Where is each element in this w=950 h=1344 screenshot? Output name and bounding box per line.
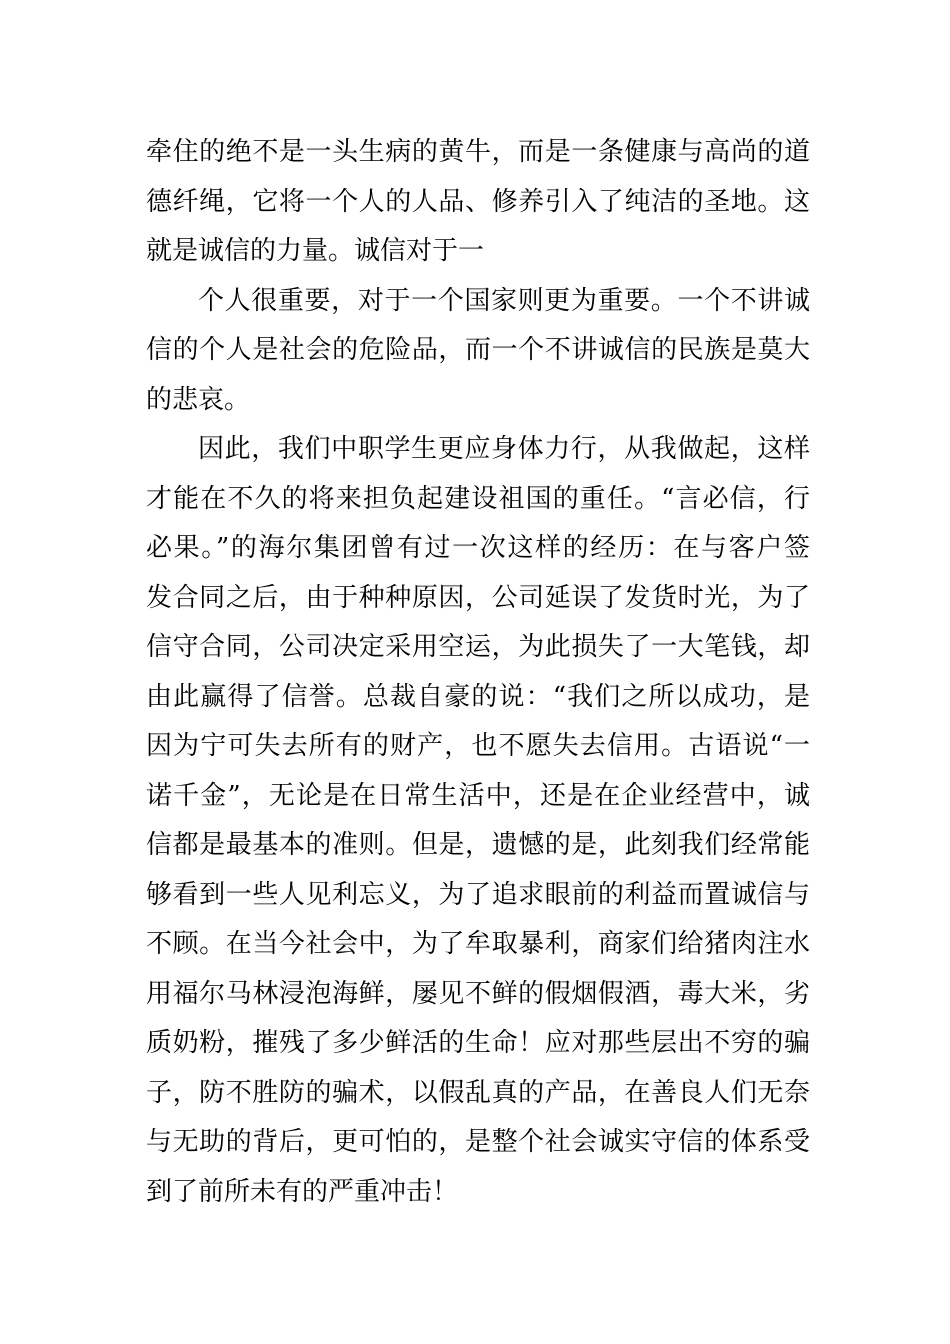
text-line: 因此，我们中职学生更应身体力行，从我做起，这样 [198, 434, 810, 464]
text-line: 不顾。在当今社会中，为了牟取暴利，商家们给猪肉注水 [146, 929, 810, 959]
text-line: 到了前所未有的严重冲击！ [146, 1176, 459, 1207]
paragraph-2 [146, 277, 810, 426]
text-line: 发合同之后，由于种种原因，公司延误了发货时光，为了 [146, 582, 810, 613]
text-line: 的悲哀。 [146, 384, 251, 415]
text-line: 就是诚信的力量。诚信对于一 [146, 236, 485, 266]
text-line: 必果。”的海尔集团曾有过一次这样的经历：在与客户签 [146, 533, 810, 563]
text-line: 诺千金”，无论是在日常生活中，还是在企业经营中，诚 [146, 780, 810, 811]
text-line: 因为宁可失去所有的财产，也不愿失去信用。古语说“一 [146, 731, 810, 761]
text-line: 由此赢得了信誉。总裁自豪的说：“我们之所以成功，是 [146, 681, 810, 712]
text-line: 够看到一些人见利忘义，为了追求眼前的利益而置诚信与 [146, 879, 810, 910]
text-line: 信的个人是社会的危险品，而一个不讲诚信的民族是莫大 [146, 335, 810, 365]
text-line: 才能在不久的将来担负起建设祖国的重任。“言必信，行 [146, 483, 810, 514]
text-line: 子，防不胜防的骗术，以假乱真的产品，在善良人们无奈 [146, 1077, 810, 1108]
paragraph-3 [146, 425, 810, 1217]
text-line: 与无助的背后，更可怕的，是整个社会诚实守信的体系受 [146, 1127, 810, 1157]
text-line: 信守合同，公司决定采用空运，为此损失了一大笔钱，却 [146, 632, 810, 662]
text-line: 用福尔马林浸泡海鲜，屡见不鲜的假烟假酒，毒大米，劣 [146, 978, 810, 1009]
paragraph-1 [146, 128, 810, 277]
text-line: 德纤绳，它将一个人的人品、修养引入了纯洁的圣地。这 [146, 186, 810, 217]
text-line: 牵住的绝不是一头生病的黄牛，而是一条健康与高尚的道 [146, 137, 810, 167]
document-body [146, 128, 810, 1217]
text-line: 质奶粉，摧残了多少鲜活的生命！应对那些层出不穷的骗 [146, 1028, 810, 1058]
text-line: 信都是最基本的准则。但是，遗憾的是，此刻我们经常能 [146, 830, 810, 860]
text-line: 个人很重要，对于一个国家则更为重要。一个不讲诚 [198, 285, 810, 316]
